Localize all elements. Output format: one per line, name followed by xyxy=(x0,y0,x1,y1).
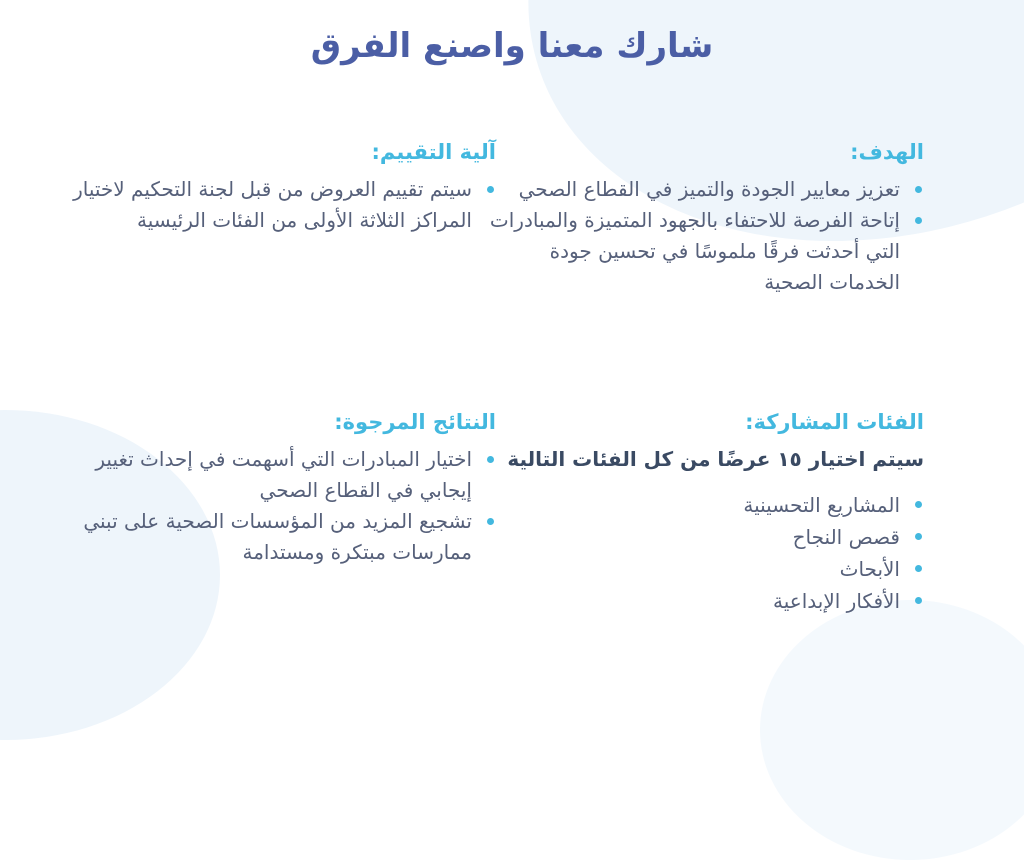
list-item-text: اختيار المبادرات التي أسهمت في إحداث تغيير إيجابي في القطاع الصحي xyxy=(95,447,472,502)
list-item-text: تعزيز معايير الجودة والتميز في القطاع الصحي xyxy=(518,177,900,201)
bullet-dot-icon xyxy=(915,501,922,508)
bullet-dot-icon xyxy=(915,217,922,224)
list-item-text: إتاحة الفرصة للاحتفاء بالجهود المتميزة والمبادرات التي أحدثت فرقًا ملموسًا في تحسين جودة الخدمات الصحية xyxy=(489,208,900,294)
list-item xyxy=(484,174,924,205)
bullet-dot-icon xyxy=(487,186,494,193)
bullet-dot-icon xyxy=(915,565,922,572)
list-item xyxy=(484,553,924,585)
bullet-dot-icon xyxy=(915,533,922,540)
list-item xyxy=(56,506,496,568)
results-list xyxy=(56,444,496,568)
background-shape-bottom-right xyxy=(760,600,1024,860)
categories-list xyxy=(484,489,924,617)
list-item xyxy=(484,489,924,521)
page-title: شارك معنا واصنع الفرق xyxy=(310,26,714,66)
list-item-text: المشاريع التحسينية xyxy=(743,493,900,517)
bullet-dot-icon xyxy=(915,186,922,193)
goal-section xyxy=(484,140,924,298)
list-item-text: تشجيع المزيد من المؤسسات الصحية على تبني ممارسات مبتكرة ومستدامة xyxy=(83,509,472,564)
evaluation-list xyxy=(56,174,496,236)
list-item xyxy=(484,585,924,617)
categories-heading: الفئات المشاركة: xyxy=(745,410,924,434)
list-item xyxy=(56,174,496,236)
list-item-text: الأبحاث xyxy=(839,557,900,581)
evaluation-section xyxy=(56,140,496,236)
list-item-text: قصص النجاح xyxy=(792,525,900,549)
list-item-text: سيتم تقييم العروض من قبل لجنة التحكيم لاختيار المراكز الثلاثة الأولى من الفئات الرئيسية xyxy=(73,177,472,232)
goal-heading: الهدف: xyxy=(850,140,924,164)
list-item xyxy=(484,205,924,298)
categories-subheading: سيتم اختيار ١٥ عرضًا من كل الفئات التالية xyxy=(507,447,924,471)
list-item-text: الأفكار الإبداعية xyxy=(773,589,900,613)
bullet-dot-icon xyxy=(915,597,922,604)
bullet-dot-icon xyxy=(487,518,494,525)
list-item xyxy=(484,521,924,553)
list-item xyxy=(56,444,496,506)
results-heading: النتائج المرجوة: xyxy=(334,410,496,434)
goal-list xyxy=(484,174,924,298)
categories-section xyxy=(484,410,924,617)
results-section xyxy=(56,410,496,568)
bullet-dot-icon xyxy=(487,456,494,463)
evaluation-heading: آلية التقييم: xyxy=(371,140,496,164)
